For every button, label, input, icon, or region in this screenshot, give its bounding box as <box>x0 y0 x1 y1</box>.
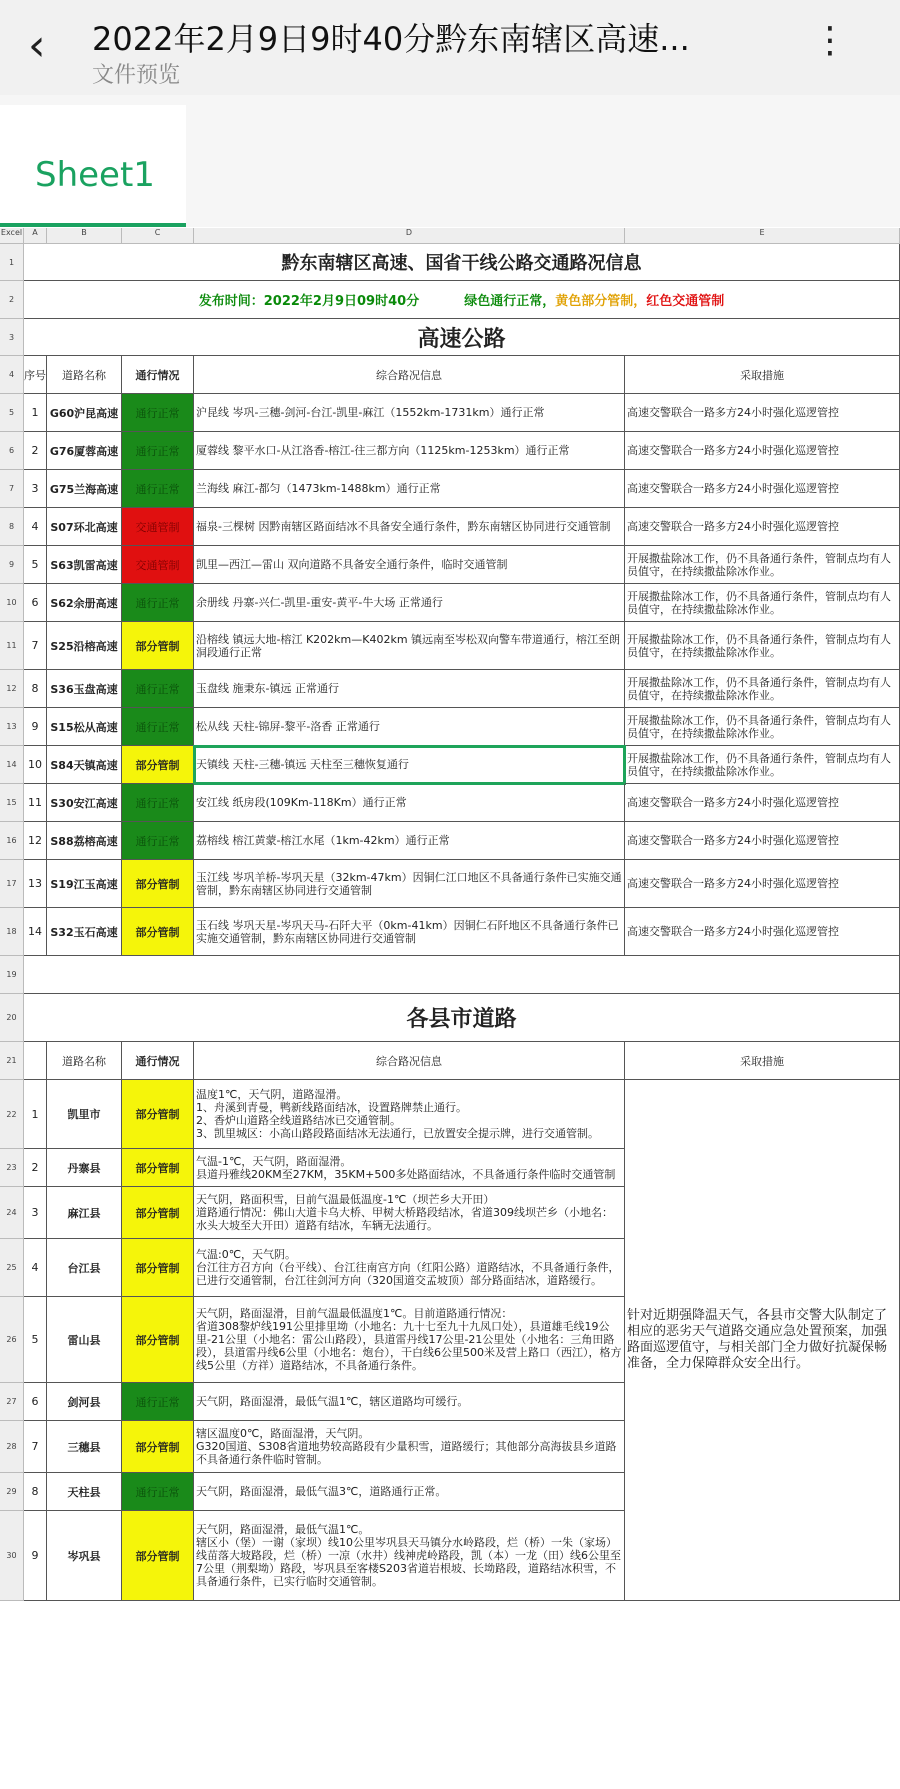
row-header[interactable]: 1 <box>0 244 24 281</box>
status-badge[interactable]: 部分管制 <box>122 908 194 956</box>
status-badge[interactable]: 部分管制 <box>122 1149 194 1187</box>
header-info: 综合路况信息 <box>194 1042 625 1080</box>
row-header[interactable]: 5 <box>0 394 24 432</box>
cell-info[interactable]: 玉江线 岑巩羊桥-岑巩天星（32km-47km）因铜仁江口地区不具备通行条件已实施交通管制，黔东南辖区协同进行交通管制 <box>194 860 625 908</box>
header-road: 道路名称 <box>47 356 122 394</box>
sheet-tabs <box>0 95 900 227</box>
cell-seq[interactable]: 6 <box>24 584 47 622</box>
cell-road[interactable]: S07环北高速 <box>47 508 122 546</box>
cell-info[interactable]: 天气阴，路面湿滑，最低气温1℃。 辖区小（堡）一谢（家坝）线10公里岑巩县天马镇分水岭路段，烂（桥）一朱（家场）线苗落大坡路段，烂（桥）一凉（水井）线神虎岭路段，凯（本）一龙（田）线6公里至7公里（荆梨坳）路段，岑巩县至客楼S203省道岩根坡、长坳路段，道路结冰积雪，不具备通行条件，已实行临时交通管制。 <box>194 1511 625 1601</box>
cell-seq[interactable]: 3 <box>24 470 47 508</box>
cell-seq[interactable]: 9 <box>24 708 47 746</box>
sheet-title: 黔东南辖区高速、国省干线公路交通路况信息 <box>24 244 900 281</box>
cell-road[interactable]: 丹寨县 <box>47 1149 122 1187</box>
cell-info[interactable]: 厦蓉线 黎平水口-从江洛香-榕江-往三都方向（1125km-1253km）通行正常 <box>194 432 625 470</box>
cell-measure[interactable]: 高速交警联合一路多方24小时强化巡逻管控 <box>625 908 900 956</box>
cell-info[interactable]: 荔榕线 榕江黄蒙-榕江水尾（1km-42km）通行正常 <box>194 822 625 860</box>
status-badge[interactable]: 部分管制 <box>122 1080 194 1149</box>
row-header[interactable]: 13 <box>0 708 24 746</box>
cell-road[interactable]: S32玉石高速 <box>47 908 122 956</box>
cell-road[interactable]: 岑巩县 <box>47 1511 122 1601</box>
row-header[interactable]: 10 <box>0 584 24 622</box>
column-header[interactable]: B <box>47 228 122 244</box>
status-badge[interactable]: 通行正常 <box>122 470 194 508</box>
cell-road[interactable]: 剑河县 <box>47 1383 122 1421</box>
status-badge[interactable]: 部分管制 <box>122 1421 194 1473</box>
cell-seq[interactable]: 9 <box>24 1511 47 1601</box>
status-badge[interactable]: 部分管制 <box>122 1511 194 1601</box>
cell-measure[interactable]: 开展撒盐除冰工作，仍不具备通行条件，管制点均有人员值守，在持续撒盐除冰作业。 <box>625 622 900 670</box>
cell-measure[interactable]: 高速交警联合一路多方24小时强化巡逻管控 <box>625 822 900 860</box>
row-header[interactable]: 6 <box>0 432 24 470</box>
column-header[interactable]: A <box>24 228 47 244</box>
spreadsheet-grid[interactable] <box>0 228 900 1789</box>
cell-road[interactable]: 雷山县 <box>47 1297 122 1383</box>
cell-info[interactable]: 气温-1℃，天气阴，路面湿滑。 县道丹雅线20KM至27KM，35KM+500多处路面结冰，不具备通行条件临时交通管制 <box>194 1149 625 1187</box>
row-header[interactable]: 28 <box>0 1421 24 1473</box>
row-header[interactable]: 15 <box>0 784 24 822</box>
cell-measure[interactable]: 高速交警联合一路多方24小时强化巡逻管控 <box>625 470 900 508</box>
cell-info[interactable]: 玉盘线 施秉东-镇远 正常通行 <box>194 670 625 708</box>
cell-seq[interactable]: 7 <box>24 622 47 670</box>
row-header[interactable]: 4 <box>0 356 24 394</box>
legend-yellow: 黄色部分管制， <box>555 294 647 309</box>
cell-info[interactable]: 天气阴，路面湿滑，最低气温3℃，道路通行正常。 <box>194 1473 625 1511</box>
cell-seq[interactable]: 8 <box>24 670 47 708</box>
row-header[interactable]: 17 <box>0 860 24 908</box>
cell-measure[interactable]: 高速交警联合一路多方24小时强化巡逻管控 <box>625 784 900 822</box>
cell-info[interactable]: 辖区温度0℃，路面湿滑，天气阴。 G320国道、S308省道地势较高路段有少量积雪，道路缓行；其他部分高海拔县乡道路不具备通行条件临时管制。 <box>194 1421 625 1473</box>
row-header[interactable]: 9 <box>0 546 24 584</box>
cell-info[interactable]: 气温:0℃，天气阴。 台江往方召方向（台平线）、台江往南宫方向（红阳公路）道路结冰，不具备通行条件，已进行交通管制，台江往剑河方向（320国道交孟坡顶）部分路面结冰，道路缓行。 <box>194 1239 625 1297</box>
legend-green: 绿色通行正常， <box>464 294 556 309</box>
section-title-highway: 高速公路 <box>24 319 900 356</box>
status-badge[interactable]: 部分管制 <box>122 860 194 908</box>
cell-measure[interactable]: 开展撒盐除冰工作，仍不具备通行条件，管制点均有人员值守，在持续撒盐除冰作业。 <box>625 584 900 622</box>
column-header[interactable]: D <box>194 228 625 244</box>
row-header[interactable]: 27 <box>0 1383 24 1421</box>
cell-seq[interactable]: 12 <box>24 822 47 860</box>
cell-measure[interactable]: 开展撒盐除冰工作，仍不具备通行条件，管制点均有人员值守，在持续撒盐除冰作业。 <box>625 708 900 746</box>
section-title-county: 各县市道路 <box>24 994 900 1042</box>
header-measure: 采取措施 <box>625 356 900 394</box>
status-badge[interactable]: 交通管制 <box>122 546 194 584</box>
cell-seq[interactable]: 1 <box>24 394 47 432</box>
cell-seq[interactable]: 2 <box>24 1149 47 1187</box>
cell-info[interactable]: 天镇线 天柱-三穗-镇远 天柱至三穗恢复通行 <box>194 746 625 784</box>
cell-road[interactable]: 三穗县 <box>47 1421 122 1473</box>
legend-red: 红色交通管制 <box>646 294 725 309</box>
back-icon[interactable]: ‹ <box>28 20 46 71</box>
cell-measure[interactable]: 开展撒盐除冰工作，仍不具备通行条件，管制点均有人员值守，在持续撒盐除冰作业。 <box>625 670 900 708</box>
cell-road[interactable]: S62余册高速 <box>47 584 122 622</box>
cell-info[interactable]: 安江线 纸房段(109Km-118Km）通行正常 <box>194 784 625 822</box>
row-header[interactable]: 23 <box>0 1149 24 1187</box>
status-badge[interactable]: 通行正常 <box>122 1383 194 1421</box>
cell-road[interactable]: S63凯雷高速 <box>47 546 122 584</box>
cell-info[interactable]: 沪昆线 岑巩-三穗-剑河-台江-凯里-麻江（1552km-1731km）通行正常 <box>194 394 625 432</box>
cell-measure[interactable]: 开展撒盐除冰工作，仍不具备通行条件，管制点均有人员值守，在持续撒盐除冰作业。 <box>625 746 900 784</box>
row-header[interactable]: 24 <box>0 1187 24 1239</box>
status-badge[interactable]: 通行正常 <box>122 708 194 746</box>
status-badge[interactable]: 通行正常 <box>122 784 194 822</box>
status-badge[interactable]: 通行正常 <box>122 584 194 622</box>
row-header[interactable]: 16 <box>0 822 24 860</box>
row-header[interactable]: 25 <box>0 1239 24 1297</box>
cell-seq[interactable]: 3 <box>24 1187 47 1239</box>
empty-row[interactable] <box>24 956 900 994</box>
cell-info[interactable]: 凯里—西江—雷山 双向道路不具备安全通行条件，临时交通管制 <box>194 546 625 584</box>
cell-seq[interactable]: 11 <box>24 784 47 822</box>
cell-seq[interactable]: 4 <box>24 508 47 546</box>
row-header[interactable]: 21 <box>0 1042 24 1080</box>
cell-road[interactable]: 天柱县 <box>47 1473 122 1511</box>
cell-info[interactable]: 天气阴，路面积雪，目前气温最低温度-1℃（坝芒乡大开田） 道路通行情况：佛山大道卡乌大桥、甲树大桥路段结冰，省道309线坝芒乡（小地名：水头大坡至大开田）道路有结冰，车辆无法通行。 <box>194 1187 625 1239</box>
cell-info[interactable]: 玉石线 岑巩天星-岑巩天马-石阡大平（0km-41km）因铜仁石阡地区不具备通行条件已实施交通管制，黔东南辖区协同进行交通管制 <box>194 908 625 956</box>
publish-time: 发布时间：2022年2月9日09时40分 <box>198 294 420 309</box>
status-badge[interactable]: 通行正常 <box>122 670 194 708</box>
status-badge[interactable]: 通行正常 <box>122 394 194 432</box>
row-header[interactable]: 20 <box>0 994 24 1042</box>
row-header[interactable]: 2 <box>0 281 24 319</box>
file-title: 2022年2月9日9时40分黔东南辖区高速... <box>92 20 690 58</box>
cell-road[interactable]: S30安江高速 <box>47 784 122 822</box>
cell-road[interactable]: G76厦蓉高速 <box>47 432 122 470</box>
cell-road[interactable]: 麻江县 <box>47 1187 122 1239</box>
status-badge[interactable]: 通行正常 <box>122 1473 194 1511</box>
publish-legend-row <box>24 281 900 319</box>
column-header[interactable]: Excel <box>0 228 24 244</box>
row-header[interactable]: 29 <box>0 1473 24 1511</box>
column-header[interactable]: E <box>625 228 900 244</box>
cell-seq[interactable]: 10 <box>24 746 47 784</box>
row-header[interactable]: 18 <box>0 908 24 956</box>
row-header[interactable]: 12 <box>0 670 24 708</box>
cell-road[interactable]: S25沿榕高速 <box>47 622 122 670</box>
cell-seq[interactable]: 8 <box>24 1473 47 1511</box>
tab-sheet1[interactable] <box>0 105 186 227</box>
cell-info[interactable]: 天气阴，路面湿滑，目前气温最低温度1℃。目前道路通行情况： 省道308黎炉线191公里排里坳（小地名：九十七至九十九凤口处），县道雄毛线19公里-21公里（小地名：雷公山路段），县道雷丹线17公里-21公里处（小地名：三角田路段），县道雷丹线6公里（小地名：炮台），干白线6公里500米及营上路口（西江），格方线5公里（方祥）道路结冰，不具备通行条件。 <box>194 1297 625 1383</box>
cell-info[interactable]: 沿榕线 镇远大地-榕江 K202km—K402km 镇远南至岑松双向警车带道通行，榕江至朗洞段通行正常 <box>194 622 625 670</box>
row-header[interactable]: 3 <box>0 319 24 356</box>
cell-seq[interactable]: 2 <box>24 432 47 470</box>
cell-seq[interactable]: 13 <box>24 860 47 908</box>
cell-info[interactable]: 兰海线 麻江-都匀（1473km-1488km）通行正常 <box>194 470 625 508</box>
status-badge[interactable]: 部分管制 <box>122 622 194 670</box>
cell-measure[interactable]: 高速交警联合一路多方24小时强化巡逻管控 <box>625 860 900 908</box>
more-icon[interactable]: ⋮ <box>812 20 850 61</box>
cell-info[interactable]: 天气阴，路面湿滑，最低气温1℃，辖区道路均可缓行。 <box>194 1383 625 1421</box>
file-subtitle: 文件预览 <box>92 63 181 88</box>
cell-road[interactable]: S36玉盘高速 <box>47 670 122 708</box>
cell-measure[interactable]: 高速交警联合一路多方24小时强化巡逻管控 <box>625 508 900 546</box>
status-badge[interactable]: 通行正常 <box>122 432 194 470</box>
cell-measure[interactable]: 高速交警联合一路多方24小时强化巡逻管控 <box>625 432 900 470</box>
status-badge[interactable]: 部分管制 <box>122 746 194 784</box>
column-header[interactable]: C <box>122 228 194 244</box>
cell-measure[interactable]: 开展撒盐除冰工作，仍不具备通行条件，管制点均有人员值守，在持续撒盐除冰作业。 <box>625 546 900 584</box>
cell-seq[interactable]: 5 <box>24 1297 47 1383</box>
cell-road[interactable]: S84天镇高速 <box>47 746 122 784</box>
cell-seq[interactable]: 5 <box>24 546 47 584</box>
row-header[interactable]: 26 <box>0 1297 24 1383</box>
row-header[interactable]: 11 <box>0 622 24 670</box>
tab-label: Sheet1 <box>35 155 155 195</box>
status-badge[interactable]: 通行正常 <box>122 822 194 860</box>
cell-info[interactable]: 福泉-三棵树 因黔南辖区路面结冰不具备安全通行条件，黔东南辖区协同进行交通管制 <box>194 508 625 546</box>
cell-road[interactable]: S88荔榕高速 <box>47 822 122 860</box>
status-badge[interactable]: 部分管制 <box>122 1239 194 1297</box>
cell-road[interactable]: G60沪昆高速 <box>47 394 122 432</box>
header-status: 通行情况 <box>122 356 194 394</box>
status-badge[interactable]: 交通管制 <box>122 508 194 546</box>
cell-road[interactable]: S19江玉高速 <box>47 860 122 908</box>
cell-measure[interactable]: 高速交警联合一路多方24小时强化巡逻管控 <box>625 394 900 432</box>
app-header <box>0 0 900 95</box>
row-header[interactable]: 30 <box>0 1511 24 1601</box>
cell-road[interactable]: G75兰海高速 <box>47 470 122 508</box>
tab-active-indicator <box>0 223 186 227</box>
cell-seq[interactable]: 1 <box>24 1080 47 1149</box>
cell-road[interactable]: 凯里市 <box>47 1080 122 1149</box>
cell-road[interactable]: 台江县 <box>47 1239 122 1297</box>
cell-road[interactable]: S15松从高速 <box>47 708 122 746</box>
header-seq: 序号 <box>24 356 47 394</box>
cell-county-measure[interactable]: 针对近期强降温天气，各县市交警大队制定了相应的恶劣天气道路交通应急处置预案，加强路面巡逻值守，与相关部门全力做好抗凝保畅准备，全力保障群众安全出行。 <box>625 1080 900 1601</box>
header-status: 通行情况 <box>122 1042 194 1080</box>
status-badge[interactable]: 部分管制 <box>122 1187 194 1239</box>
row-header[interactable]: 14 <box>0 746 24 784</box>
header-seq-empty <box>24 1042 47 1080</box>
header-info: 综合路况信息 <box>194 356 625 394</box>
row-header[interactable]: 8 <box>0 508 24 546</box>
row-header[interactable]: 7 <box>0 470 24 508</box>
cell-seq[interactable]: 14 <box>24 908 47 956</box>
cell-seq[interactable]: 4 <box>24 1239 47 1297</box>
cell-info[interactable]: 松从线 天柱-锦屏-黎平-洛香 正常通行 <box>194 708 625 746</box>
header-road: 道路名称 <box>47 1042 122 1080</box>
cell-seq[interactable]: 6 <box>24 1383 47 1421</box>
header-measure: 采取措施 <box>625 1042 900 1080</box>
row-header[interactable]: 22 <box>0 1080 24 1149</box>
row-header[interactable]: 19 <box>0 956 24 994</box>
cell-info[interactable]: 余册线 丹寨-兴仁-凯里-重安-黄平-牛大场 正常通行 <box>194 584 625 622</box>
cell-info[interactable]: 温度1℃，天气阴，道路湿滑。 1、舟溪到青曼，鸭新线路面结冰，设置路牌禁止通行。 2、香炉山道路全线道路结冰已交通管制。 3、凯里城区：小高山路段路面结冰无法通行，已放置安全提示牌，进行交通管制。 <box>194 1080 625 1149</box>
status-badge[interactable]: 部分管制 <box>122 1297 194 1383</box>
cell-seq[interactable]: 7 <box>24 1421 47 1473</box>
